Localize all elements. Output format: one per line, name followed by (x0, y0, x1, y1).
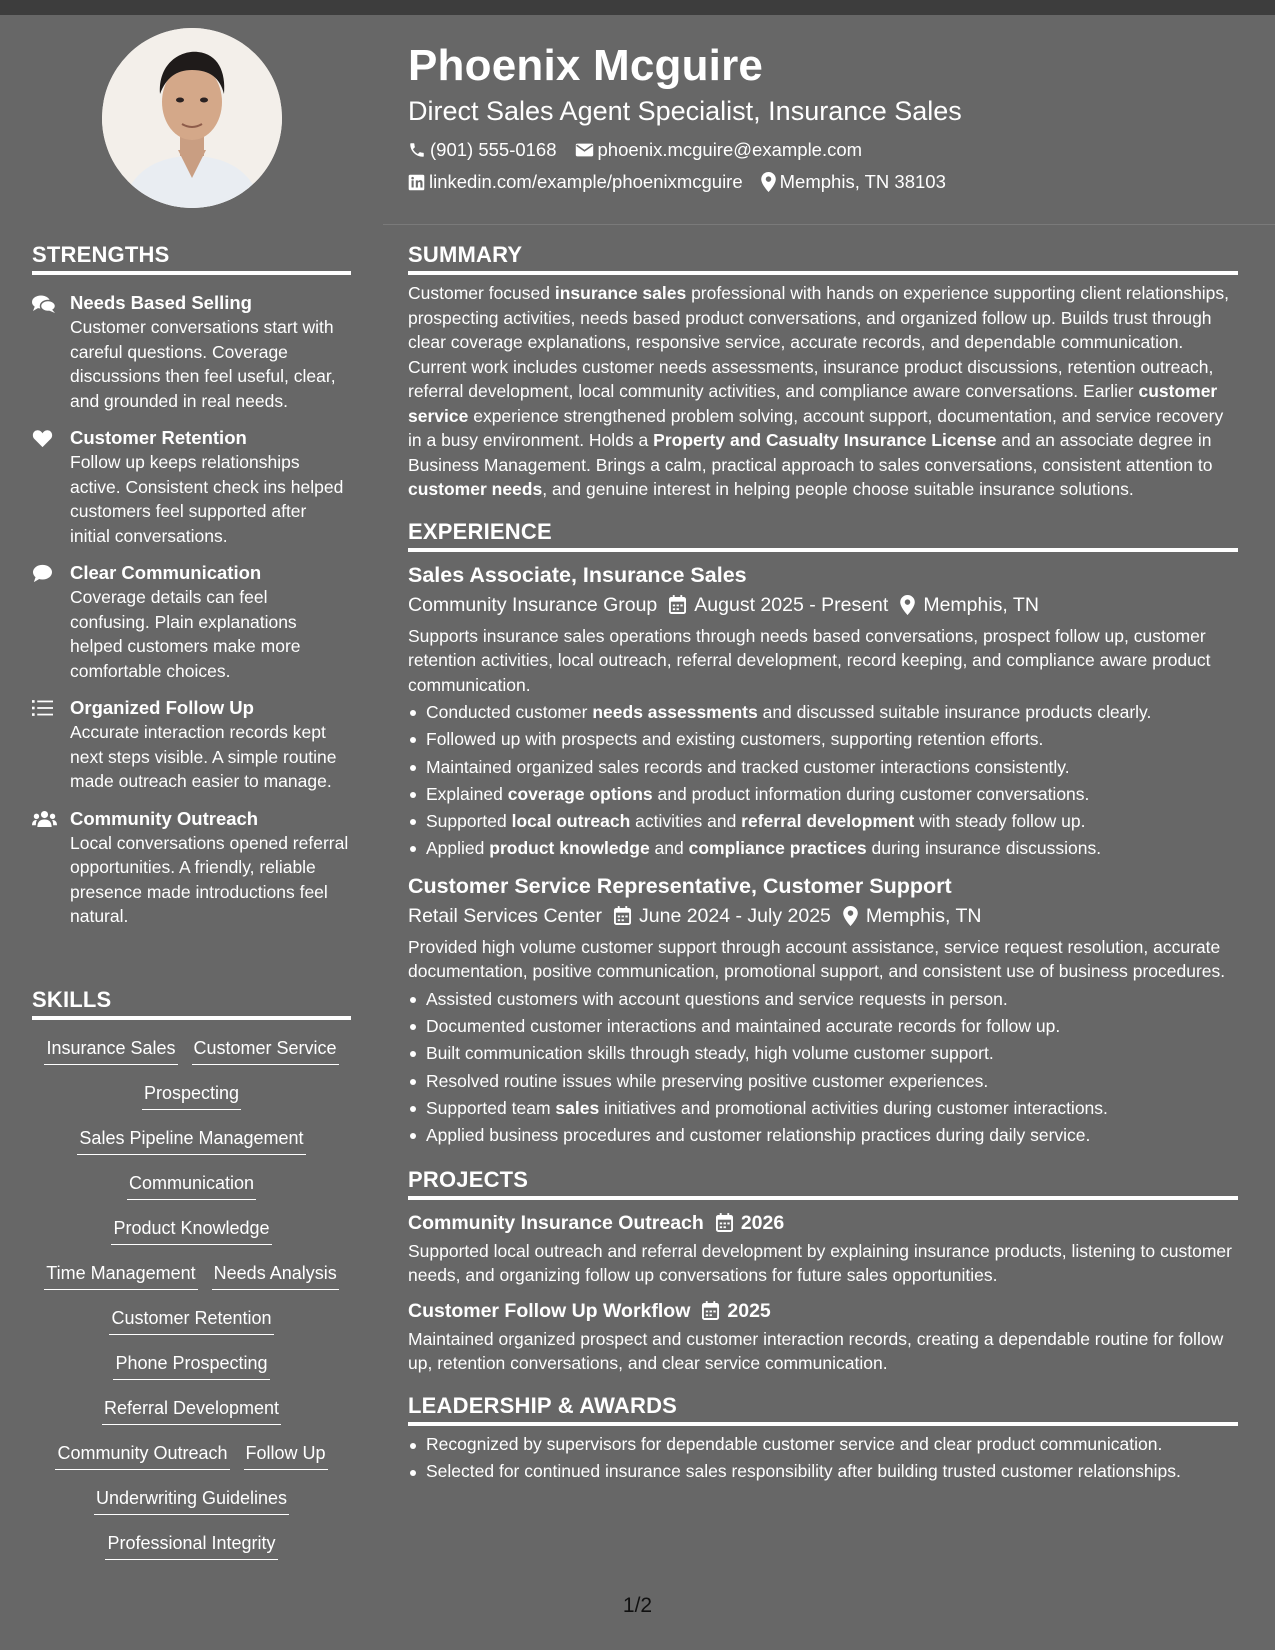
job-location: Memphis, TN (923, 593, 1039, 616)
job-bullet (426, 726, 1238, 753)
skill-tag: Professional Integrity (105, 1529, 277, 1560)
skill-row (32, 1394, 351, 1439)
text-segment: Built communication skills through steady, high volume customer support. (426, 1043, 994, 1064)
strength-desc: Accurate interaction records kept next steps visible. A simple routine made outreach easier to manage. (70, 722, 337, 791)
job-bullet (426, 1122, 1238, 1149)
job-bullet (426, 1068, 1238, 1095)
leadership-item: Selected for continued insurance sales responsibility after building trusted customer relationships. (426, 1459, 1238, 1484)
job-title: Customer Service Representative, Customer Support (408, 873, 952, 898)
job-description: Provided high volume customer support through account assistance, service request resolution, accurate documentation, positive communication, promotional support, and consistent use of business procedures. (408, 936, 1226, 982)
job-bullet (426, 754, 1238, 781)
project-title: Customer Follow Up Workflow (408, 1299, 691, 1322)
job-meta (408, 903, 1238, 929)
strength-name: Organized Follow Up (70, 697, 254, 718)
strength-desc: Coverage details can feel confusing. Plain explanations helped customers make more comfortable choices. (70, 587, 301, 681)
skill-row (32, 1034, 351, 1079)
email-address[interactable]: phoenix.mcguire@example.com (597, 139, 863, 160)
map-marker-icon (843, 906, 858, 926)
skill-row (32, 1259, 351, 1304)
phone-number: (901) 555-0168 (430, 139, 557, 160)
text-segment: Supported (426, 811, 512, 832)
job-bullet (426, 835, 1238, 862)
location-contact (761, 170, 946, 194)
skill-tag: Community Outreach (55, 1439, 229, 1470)
text-segment: and an associate degree in Business Management. Brings a calm, practical approach to sales conversations, consistent attention to (408, 430, 1213, 475)
contact-row-1 (408, 134, 1248, 166)
leadership-heading: LEADERSHIP & AWARDS (408, 1392, 1238, 1426)
contact-row-2 (408, 166, 1248, 198)
emphasis-text: coverage options (507, 783, 653, 804)
emphasis-text: customer service (408, 381, 1218, 426)
calendar-icon (669, 595, 686, 614)
text-segment: Supported team (426, 1097, 556, 1118)
skill-tag: Time Management (44, 1259, 197, 1290)
project-entry (408, 1298, 1238, 1376)
skill-row (32, 1529, 351, 1574)
calendar-icon (702, 1301, 719, 1320)
text-segment: Documented customer interactions and maintained accurate records for follow up. (426, 1016, 1061, 1037)
strength-item (32, 696, 351, 794)
skill-row (32, 1169, 351, 1214)
skill-tag: Referral Development (102, 1394, 281, 1425)
calendar-icon (614, 906, 631, 925)
job-meta (408, 592, 1238, 618)
job-bullet (426, 699, 1238, 726)
text-segment: and product information during customer conversations. (652, 783, 1090, 804)
strength-name: Customer Retention (70, 427, 247, 448)
emphasis-text: sales (555, 1097, 600, 1118)
project-year: 2025 (727, 1299, 771, 1322)
strength-item (32, 807, 351, 929)
linkedin-icon (408, 174, 425, 191)
skill-row (32, 1079, 351, 1124)
project-entry (408, 1210, 1238, 1288)
skill-tag: Underwriting Guidelines (94, 1484, 289, 1515)
skill-tag: Follow Up (244, 1439, 328, 1470)
project-title: Community Insurance Outreach (408, 1211, 704, 1234)
skill-tag: Phone Prospecting (113, 1349, 269, 1380)
text-segment: Explained (426, 783, 508, 804)
profile-photo (102, 28, 282, 208)
text-segment: Assisted customers with account questions and service requests in person. (426, 988, 1008, 1009)
skill-row (32, 1304, 351, 1349)
strength-name: Needs Based Selling (70, 292, 252, 313)
phone-icon (408, 141, 426, 159)
header-divider (383, 224, 1275, 225)
skill-tag: Needs Analysis (212, 1259, 339, 1290)
page-number: 1/2 (622, 1594, 653, 1617)
strength-item (32, 291, 351, 413)
job-bullet (426, 1040, 1238, 1067)
job-bullet (426, 781, 1238, 808)
project-title-row (408, 1210, 1238, 1236)
emphasis-text: needs assessments (592, 702, 758, 722)
users-icon (32, 810, 57, 828)
job-location: Memphis, TN (865, 904, 982, 927)
strength-item (32, 561, 351, 683)
strength-desc: Customer conversations start with careful questions. Coverage discussions then feel useful, clear, and grounded in real needs. (70, 317, 336, 411)
job-description: Supports insurance sales operations through needs based conversations, prospect follow up, customer retention activities, local outreach, referral development, record keeping, and compliance aware product communication. (408, 625, 1211, 695)
main-column (408, 241, 1238, 1484)
project-year: 2026 (740, 1211, 785, 1234)
strength-desc: Local conversations opened referral opportunities. A friendly, reliable presence made introductions feel natural. (70, 832, 349, 926)
candidate-name: Phoenix Mcguire (408, 41, 764, 90)
job-bullet (426, 986, 1238, 1013)
text-segment: activities and (630, 811, 742, 832)
text-segment: , and genuine interest in helping people choose suitable insurance solutions. (542, 479, 1134, 499)
job-bullets (408, 699, 1238, 863)
speech-bubble-icon (32, 564, 53, 583)
phone-contact (408, 138, 557, 162)
strengths-section (32, 241, 351, 929)
top-bar (0, 0, 1275, 15)
location-text: Memphis, TN 38103 (779, 171, 946, 192)
leadership-list (408, 1432, 1238, 1484)
job-title: Sales Associate, Insurance Sales (408, 562, 747, 587)
skill-row (32, 1214, 351, 1259)
text-segment: with steady follow up. (914, 811, 1086, 832)
skill-tag: Customer Retention (109, 1304, 273, 1335)
job-bullet (426, 1013, 1238, 1040)
skill-tag: Insurance Sales (44, 1034, 177, 1065)
text-segment: during insurance discussions. (866, 838, 1102, 859)
text-segment: and discussed suitable insurance products clearly. (757, 702, 1152, 722)
text-segment: Applied business procedures and customer relationship practices during daily service. (426, 1125, 1091, 1146)
text-segment: experience strengthened problem solving, account support, documentation, and service recovery in a busy environment. Holds a (408, 405, 1224, 450)
skill-row (32, 1439, 351, 1484)
skill-list (32, 1034, 351, 1574)
candidate-title: Direct Sales Agent Specialist, Insurance Sales (408, 96, 962, 126)
skill-tag: Prospecting (142, 1079, 241, 1110)
emphasis-text: customer needs (408, 479, 543, 499)
linkedin-contact (408, 170, 743, 194)
summary-text (408, 281, 1238, 502)
emphasis-text: product knowledge (489, 838, 650, 859)
emphasis-text: insurance sales (554, 283, 687, 303)
calendar-icon (716, 1213, 733, 1232)
skill-row (32, 1124, 351, 1169)
job-dates: June 2024 - July 2025 (639, 904, 831, 927)
text-segment: initiatives and promotional activities during customer interactions. (599, 1097, 1108, 1118)
summary-heading: SUMMARY (408, 241, 1238, 275)
skill-row (32, 1349, 351, 1394)
list-icon (32, 699, 53, 717)
skills-section (32, 986, 351, 1574)
strength-name: Community Outreach (70, 807, 259, 829)
text-segment: Maintained organized sales records and tracked customer interactions consistently. (426, 756, 1070, 777)
text-segment: and (649, 838, 689, 859)
strengths-heading: STRENGTHS (32, 241, 351, 275)
strength-name: Clear Communication (70, 562, 262, 583)
text-segment: Applied (426, 838, 490, 859)
job-bullets (408, 986, 1238, 1150)
project-description: Supported local outreach and referral development by explaining insurance products, listening to customer needs, and organizing follow up conversations for future sales opportunities. (408, 1240, 1232, 1286)
resume-header (408, 40, 1248, 198)
job-company: Retail Services Center (408, 904, 602, 927)
projects-heading: PROJECTS (408, 1166, 1238, 1200)
emphasis-text: local outreach (511, 811, 631, 832)
emphasis-text: Property and Casualty Insurance License (653, 430, 997, 450)
job-bullet (426, 1095, 1238, 1122)
text-segment: professional with hands on experience supporting client relationships, prospecting activities, needs based product conversations, and organized follow up. Builds trust through clear coverage explanations, responsive service, accurate records, and dependable communication. Current work includes customer needs assessments, insurance product discussions, retention outreach, referral development, local community activities, and compliance aware conversations. Earlier (408, 283, 1230, 401)
strength-item (32, 426, 351, 548)
job-entry (408, 561, 1238, 863)
skill-tag: Sales Pipeline Management (77, 1124, 305, 1155)
strength-desc: Follow up keeps relationships active. Consistent check ins helped customers feel supported after initial conversations. (70, 452, 344, 546)
job-company: Community Insurance Group (408, 593, 658, 616)
skills-heading: SKILLS (32, 986, 351, 1020)
job-entry (408, 872, 1238, 1150)
experience-heading: EXPERIENCE (408, 518, 1238, 552)
job-bullet (426, 808, 1238, 835)
project-description: Maintained organized prospect and customer interaction records, creating a dependable routine for follow up, retention conversations, and clear service communication. (408, 1328, 1224, 1374)
text-segment: Resolved routine issues while preserving positive customer experiences. (426, 1070, 989, 1091)
comments-icon (32, 294, 56, 314)
job-dates: August 2025 - Present (694, 593, 889, 616)
skill-tag: Product Knowledge (111, 1214, 271, 1245)
text-segment: Followed up with prospects and existing customers, supporting retention efforts. (426, 729, 1044, 750)
skill-tag: Communication (127, 1169, 256, 1200)
email-contact (575, 138, 863, 162)
emphasis-text: referral development (741, 811, 915, 832)
project-title-row (408, 1298, 1238, 1324)
skill-tag: Customer Service (192, 1034, 339, 1065)
emphasis-text: compliance practices (688, 838, 867, 859)
envelope-icon (575, 142, 594, 158)
linkedin-url[interactable]: linkedin.com/example/phoenixmcguire (429, 171, 743, 192)
leadership-item: Recognized by supervisors for dependable customer service and clear product communication. (426, 1432, 1238, 1457)
heart-icon (32, 429, 53, 448)
skill-row (32, 1484, 351, 1529)
map-marker-icon (761, 172, 776, 192)
text-segment: Customer focused (408, 283, 555, 303)
map-marker-icon (900, 595, 915, 615)
text-segment: Conducted customer (426, 702, 593, 722)
